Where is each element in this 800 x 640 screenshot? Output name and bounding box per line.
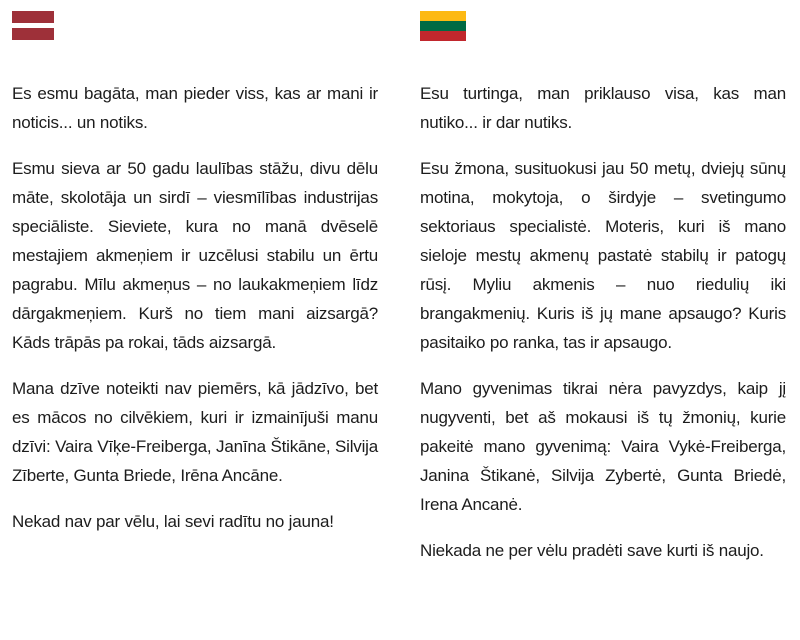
lithuanian-flag-icon bbox=[420, 11, 466, 41]
flag-stripe bbox=[420, 11, 466, 21]
paragraph: Esu turtinga, man priklauso visa, kas man nutiko... ir dar nutiks. bbox=[420, 84, 786, 132]
paragraph: Esu žmona, susituokusi jau 50 metų, dviejų sūnų motina, mokytoja, o širdyje – svetingumo sektoriaus specialistė. Moteris, kuri iš mano sieloje mestų akmenų pastatė stabilų ir patogų rūsį. Myliu akmenis – nuo riedulių iki brangakmenių. Kuris iš jų mane apsaugo? Kuris pasitaiko po ranka, tas ir apsaugo. bbox=[420, 159, 786, 352]
paragraph: Nekad nav par vēlu, lai sevi radītu no jauna! bbox=[12, 512, 334, 531]
flag-stripe bbox=[420, 31, 466, 41]
paragraph: Mano gyvenimas tikrai nėra pavyzdys, kaip jį nugyventi, bet aš mokausi iš tų žmonių, kurie pakeitė mano gyvenimą: Vaira Vykė-Freiberga, Janina Štikanė, Silvija Zybertė, Gunta Briedė, Irena Ancanė. bbox=[420, 379, 786, 514]
flag-stripe bbox=[12, 11, 54, 23]
latvian-flag-icon bbox=[12, 11, 54, 40]
latvian-text-block bbox=[12, 79, 378, 553]
flag-stripe bbox=[420, 21, 466, 31]
flag-stripe bbox=[12, 28, 54, 40]
paragraph: Niekada ne per vėlu pradėti save kurti iš naujo. bbox=[420, 541, 764, 560]
paragraph: Esmu sieva ar 50 gadu laulības stāžu, divu dēlu māte, skolotāja un sirdī – viesmīlības industrijas speciāliste. Sieviete, kura no manā dvēselē mestajiem akmeņiem ir uzcēlusi stabilu un ērtu pagrabu. Mīlu akmeņus – no laukakmeņiem līdz dārgakmeņiem. Kurš no tiem mani aizsargā? Kāds trāpās pa rokai, tāds aizsargā. bbox=[12, 159, 378, 352]
paragraph: Es esmu bagāta, man pieder viss, kas ar mani ir noticis... un notiks. bbox=[12, 84, 378, 132]
paragraph: Mana dzīve noteikti nav piemērs, kā jādzīvo, bet es mācos no cilvēkiem, kuri ir izmainījuši manu dzīvi: Vaira Vīķe-Freiberga, Janīna Štikāne, Silvija Zīberte, Gunta Briede, Irēna Ancāne. bbox=[12, 379, 378, 485]
lithuanian-text-block bbox=[420, 79, 786, 582]
